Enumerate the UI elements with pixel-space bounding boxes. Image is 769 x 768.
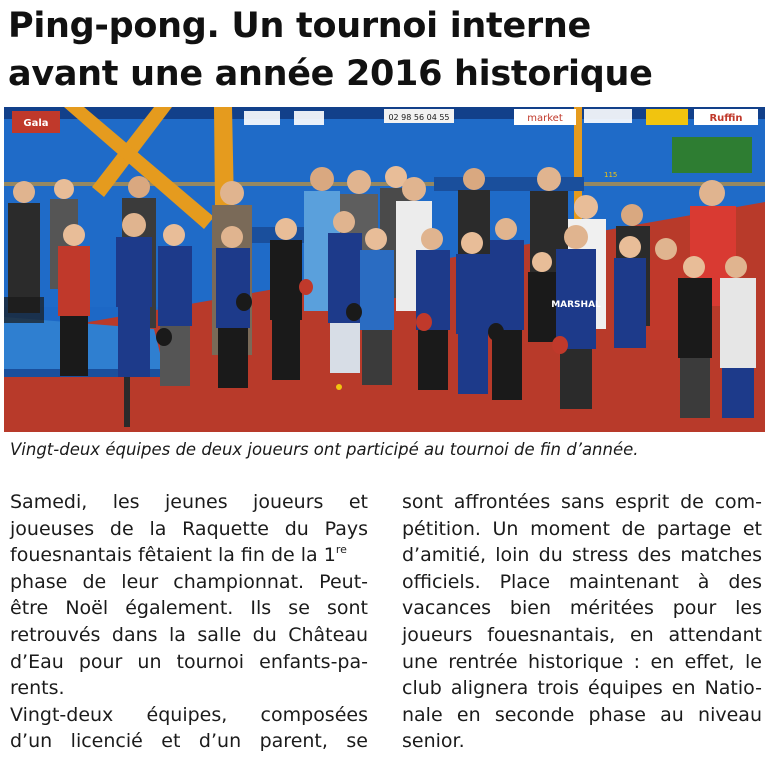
- scoreboard: [672, 137, 752, 173]
- sign-yellow: [646, 109, 688, 125]
- text-line: rents.: [10, 677, 65, 700]
- group-photo-illustration: [4, 107, 765, 432]
- sign-small-2: [294, 111, 324, 125]
- text-line: senior.: [402, 730, 465, 753]
- sign-phone-text: 02 98 56 04 55: [388, 113, 450, 122]
- article-headline: [8, 2, 763, 98]
- text-line: une rentrée historique : en effet, le: [402, 650, 762, 673]
- text-line: Samedi, les jeunes joueurs et: [10, 491, 368, 513]
- photo-caption: Vingt-deux équipes de deux joueurs ont participé au tournoi de fin d’année.: [10, 440, 639, 459]
- sign-ruffin-text: Ruffin: [709, 113, 743, 124]
- sign-gala-text: Gala: [23, 118, 49, 129]
- ordinal-superscript: re: [335, 543, 347, 557]
- headline-line-2: avant une année 2016 historique: [8, 54, 653, 94]
- headline-line-1: Ping-pong. Un tournoi interne: [8, 6, 591, 46]
- text-line: vacances bien méritées pour les: [402, 597, 762, 620]
- text-line: joueuses de la Raquette du Pays: [10, 517, 368, 540]
- text-line: officiels. Place maintenant à des: [402, 570, 762, 593]
- wall-stripe: [4, 182, 765, 186]
- text-line: Vingt-deux équipes, composées: [10, 703, 368, 726]
- text-line: fouesnantais fêtaient la fin de la 1: [10, 544, 336, 567]
- text-line: d’Eau pour un tournoi enfants-pa-: [10, 650, 368, 673]
- jersey-text: MARSHAL: [551, 300, 601, 310]
- text-line: d’un licencié et d’un parent, se: [10, 730, 368, 753]
- article-photo: [4, 107, 765, 432]
- article-body-right-column: [402, 489, 762, 755]
- text-line-with-ordinal: [10, 542, 368, 569]
- sign-small-3: [584, 109, 632, 123]
- sign-115-text: 115: [604, 171, 618, 179]
- text-line: être Noël également. Ils se sont: [10, 597, 368, 620]
- text-line: d’amitié, loin du stress des matches: [402, 544, 762, 567]
- sign-small-1: [244, 111, 280, 125]
- ping-pong-ball: [336, 384, 342, 390]
- table-leg: [124, 377, 130, 427]
- text-line: joueurs fouesnantais, en attendant: [402, 623, 762, 646]
- text-line: retrouvés dans la salle du Château: [10, 623, 368, 646]
- text-line: pétition. Un moment de partage et: [402, 517, 762, 540]
- text-line: nale en seconde phase au niveau: [402, 703, 762, 726]
- text-line: club alignera trois équipes en Natio-: [402, 677, 762, 700]
- text-line: sont affrontées sans esprit de com-: [402, 491, 762, 513]
- sign-market-text: market: [527, 113, 563, 124]
- table-net: [4, 297, 44, 323]
- bg-table-1: [434, 177, 584, 191]
- article-body-left-column: [10, 489, 368, 755]
- text-line: phase de leur championnat. Peut-: [10, 570, 368, 593]
